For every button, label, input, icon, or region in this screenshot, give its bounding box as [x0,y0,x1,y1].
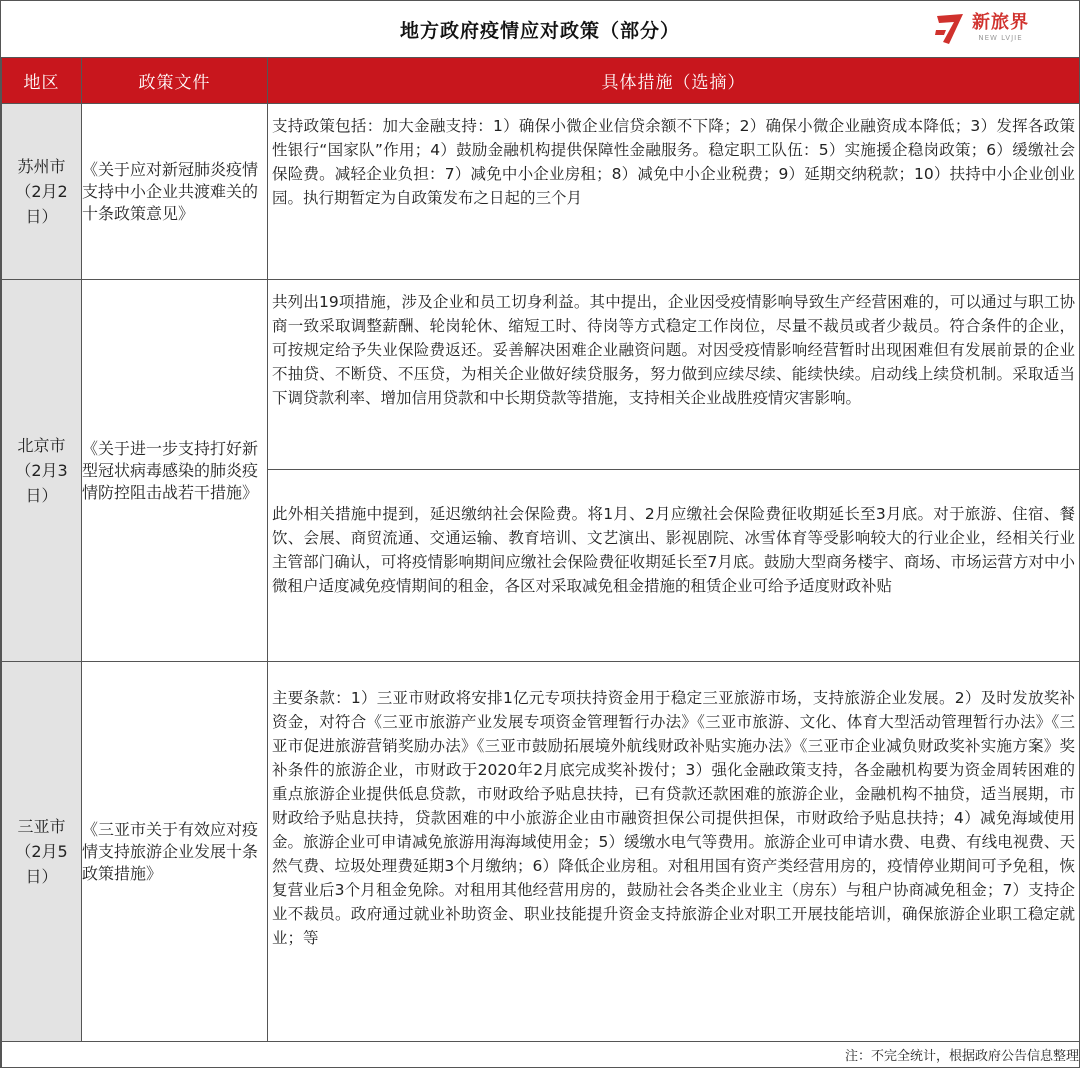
region-date: （2月5日） [15,842,68,886]
measures-cell [268,104,1080,280]
measures-text: 主要条款：1）三亚市财政将安排1亿元专项扶持资金用于稳定三亚旅游市场，支持旅游企业发展。2）及时发放奖补资金，对符合《三亚市旅游产业发展专项资金管理暂行办法》《三亚市旅游、文化、体育大型活动管理暂行办法》《三亚市促进旅游营销奖励办法》《三亚市鼓励拓展境外航线财政补贴实施办法》《三亚市企业减负财政奖补实施方案》奖补条件的旅游企业，市财政于2020年2月底完成奖补拨付；3）强化金融政策支持，各金融机构要为资金周转困难的重点旅游企业提供低息贷款，市财政给予贴息扶持，已有贷款还款困难的旅游企业，金融机构不抽贷，适当展期，市财政给予贴息扶持，贷款困难的中小旅游企业由市融资担保公司提供担保，市财政给予贴息扶持；4）减免海域使用金。旅游企业可申请减免旅游用海海域使用金；5）缓缴水电气等费用。旅游企业可申请水费、电费、有线电视费、天然气费、垃圾处理费延期3个月缴纳；6）降低企业房租。对租用国有资产类经营用房的，疫情停业期间可予免租，恢复营业后3个月租金免除。对租用其他经营用房的，鼓励社会各类企业业主（房东）与租户协商减免租金；7）支持企业不裁员。政府通过就业补助资金、职业技能提升资金支持旅游企业对职工开展技能培训，确保旅游企业职工稳定就业；等 [272,689,1075,947]
table-header-row [2,58,1080,104]
measures-cell [268,662,1080,1042]
region-name: 三亚市 [17,817,66,836]
new-lvjie-logo-icon [934,10,968,46]
region-date: （2月3日） [15,461,68,505]
table-footer-row [2,1042,1080,1068]
column-header-measures: 具体措施（选摘） [268,58,1080,104]
logo-wordmark [972,14,1029,42]
measures-text: 共列出19项措施，涉及企业和员工切身利益。其中提出，企业因受疫情影响导致生产经营困难的，可以通过与职工协商一致采取调整薪酬、轮岗轮休、缩短工时、待岗等方式稳定工作岗位，尽量不裁员或者少裁员。符合条件的企业，可按规定给予失业保险费返还。妥善解决困难企业融资问题。对因受疫情影响经营暂时出现困难但有发展前景的企业不抽贷、不断贷、不压贷，为相关企业做好续贷服务，努力做到应续尽续、能续快续。启动线上续贷机制。采取适当下调贷款利率、增加信用贷款和中长期贷款等措施，支持相关企业战胜疫情灾害影响。 [272,293,1075,407]
region-name: 苏州市 [17,157,66,176]
logo-english-name: NEW LVJIE [978,34,1023,42]
region-cell [2,280,82,662]
document-cell: 《三亚市关于有效应对疫情支持旅游企业发展十条政策措施》 [82,662,268,1042]
region-cell [2,662,82,1042]
column-header-document: 政策文件 [82,58,268,104]
table-row-suzhou [2,104,1080,280]
page-title: 地方政府疫情应对政策（部分） [399,19,680,42]
measures-cell [268,280,1080,470]
measures-cell [268,470,1080,662]
measures-text: 此外相关措施中提到，延迟缴纳社会保险费。将1月、2月应缴社会保险费征收期延长至3月底。对于旅游、住宿、餐饮、会展、商贸流通、交通运输、教育培训、文艺演出、影视剧院、冰雪体育等受影响较大的行业企业，经相关行业主管部门确认，可将疫情影响期间应缴社会保险费征收期延长至7月底。鼓励大型商务楼宇、商场、市场运营方对中小微租户适度减免疫情期间的租金，各区对采取减免租金措施的租赁企业可给予适度财政补贴 [272,505,1075,595]
policy-table [1,57,1080,1068]
footnote: 注：不完全统计，根据政府公告信息整理 [2,1042,1080,1068]
region-name: 北京市 [17,436,66,455]
document-cell: 《关于应对新冠肺炎疫情支持中小企业共渡难关的十条政策意见》 [82,104,268,280]
document-cell: 《关于进一步支持打好新型冠状病毒感染的肺炎疫情防控阻击战若干措施》 [82,280,268,662]
measures-text: 支持政策包括：加大金融支持：1）确保小微企业信贷余额不下降；2）确保小微企业融资成本降低；3）发挥各政策性银行“国家队”作用；4）鼓励金融机构提供保障性金融服务。稳定职工队伍：5）实施援企稳岗政策；6）缓缴社会保险费。减轻企业负担：7）减免中小企业房租；8）减免中小企业税费；9）延期交纳税款；10）扶持中小企业创业园。执行期暂定为自政策发布之日起的三个月 [272,117,1075,207]
region-date: （2月2日） [15,182,68,226]
table-row-sanya [2,662,1080,1042]
brand-logo [934,10,1029,46]
column-header-region: 地区 [2,58,82,104]
region-cell [2,104,82,280]
title-bar [1,1,1079,58]
table-row-beijing [2,280,1080,470]
logo-chinese-name: 新旅界 [972,12,1029,33]
